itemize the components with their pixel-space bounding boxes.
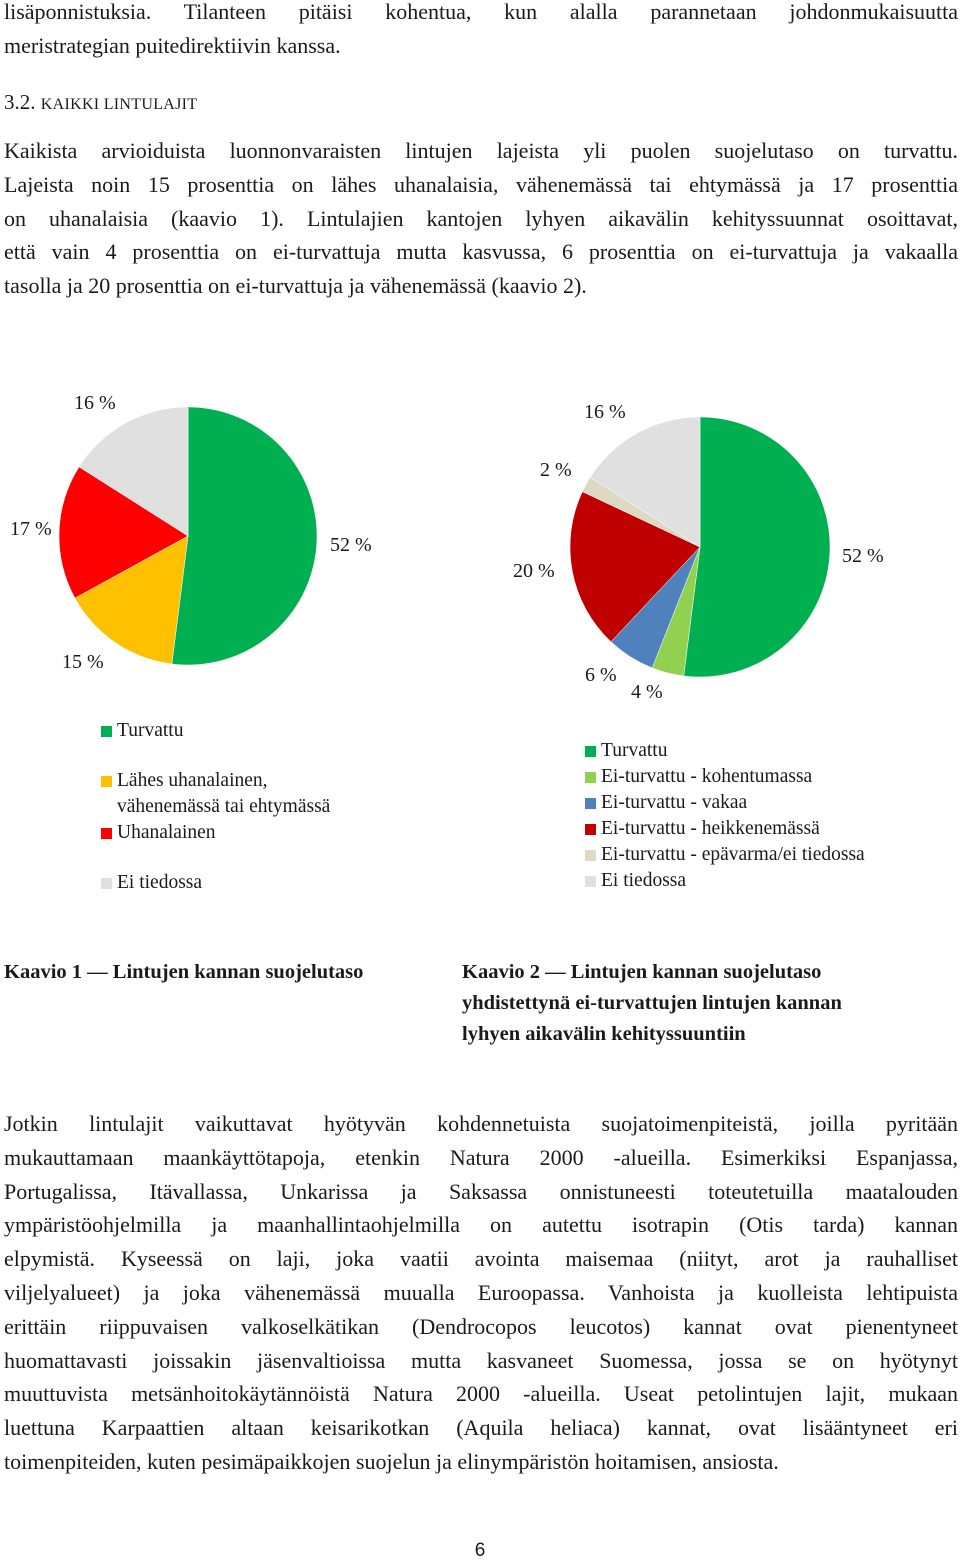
pie1-label-lahes-uhanalainen: 15 % (62, 651, 104, 673)
paragraph-line: elpymistä. Kyseessä on laji, joka vaatii avointa maisemaa (niityt, arot ja rauhalliset (4, 1246, 958, 1272)
pie2-label-heikkenemassa: 20 % (513, 560, 555, 582)
legend-swatch (585, 798, 596, 809)
paragraph-suojatoimenpiteet (4, 1107, 958, 1479)
section-number: 3.2. (4, 90, 36, 114)
pie-slice-turvattu (684, 417, 830, 677)
section-heading (4, 90, 197, 115)
legend-label: Ei-turvattu - heikkenemässä (601, 818, 820, 839)
legend-swatch (101, 828, 112, 839)
legend-label: Ei-turvattu - vakaa (601, 792, 748, 813)
paragraph-line: Jotkin lintulajit vaikuttavat hyötyvän kohdennetuista suojatoimenpiteistä, joilla pyritään (4, 1111, 958, 1136)
legend-item (101, 820, 330, 846)
legend-swatch (585, 772, 596, 783)
legend-label: Lähes uhanalainen, (117, 770, 268, 791)
paragraph-line: mukauttamaan maankäyttötapoja, etenkin Natura 2000 -alueilla. Esimerkiksi Espanjassa, (4, 1144, 958, 1170)
pie1-label-ei-tiedossa: 16 % (74, 392, 116, 414)
pie1-legend (101, 718, 330, 896)
paragraph-line: Lajeista noin 15 prosenttia on lähes uhanalaisia, vähenemässä tai ehtymässä ja 17 prosenttia (4, 171, 958, 197)
pie2-legend (585, 738, 865, 894)
legend-label: Ei tiedossa (117, 872, 203, 893)
legend-swatch (585, 824, 596, 835)
caption-kaavio-1: Kaavio 1 — Lintujen kannan suojelutaso (4, 961, 364, 983)
legend-label: Uhanalainen (117, 822, 216, 843)
legend-item (585, 868, 865, 894)
legend-swatch (101, 878, 112, 889)
caption-kaavio-2 (462, 957, 842, 1050)
pie2-label-turvattu: 52 % (842, 545, 884, 567)
paragraph-line: Portugalissa, Itävallassa, Unkarissa ja Saksassa onnistuneesti toteutetuilla maatalouden (4, 1178, 958, 1204)
paragraph-line: huomattavasti joissakin jäsenvaltioissa mutta kasvaneet Suomessa, jossa se on hyötynyt (4, 1347, 958, 1373)
paragraph-line: toimenpiteiden, kuten pesimäpaikkojen suojelun ja elinympäristön hoitamisen, ansiosta. (4, 1448, 779, 1474)
pie1-label-turvattu: 52 % (330, 534, 372, 556)
legend-label: Turvattu (117, 720, 184, 741)
page-number: 6 (474, 1540, 486, 1561)
legend-item (101, 870, 330, 896)
paragraph-line: meristrategian puitedirektiivin kanssa. (4, 32, 341, 58)
legend-item (585, 842, 865, 868)
pie2-label-ei-tiedossa: 16 % (584, 401, 626, 423)
pie-chart-kaavio-2 (569, 416, 831, 678)
paragraph-line: erittäin riippuvaisen valkoselkätikan (Dendrocopos leucotos) kannat ovat pienentyneet (4, 1313, 958, 1339)
legend-label: vähenemässä tai ehtymässä (117, 796, 331, 817)
legend-item-continuation (101, 794, 330, 820)
paragraph-line: lisäponnistuksia. Tilanteen pitäisi kohentua, kun alalla parannetaan johdonmukaisuutta (4, 0, 958, 24)
legend-label: Ei tiedossa (601, 870, 687, 891)
legend-item (585, 764, 865, 790)
legend-label: Turvattu (601, 740, 668, 761)
caption-line: Kaavio 2 — Lintujen kannan suojelutaso (462, 961, 822, 983)
paragraph-line: luettuna Karpaattien altaan keisarikotkan (Aquila heliaca) kannat, ovat lisääntyneet eri (4, 1415, 958, 1441)
legend-swatch (101, 776, 112, 787)
paragraph-line: ympäristöohjelmilla ja maanhallintaohjelmilla on autettu isotrapin (Otis tarda) kannan (4, 1212, 958, 1238)
pie1-label-uhanalainen: 17 % (10, 518, 52, 540)
pie2-label-epavarma: 2 % (540, 459, 572, 481)
legend-label: Ei-turvattu - kohentumassa (601, 766, 813, 787)
caption-line: yhdistettynä ei-turvattujen lintujen kannan (462, 992, 842, 1014)
legend-item (585, 816, 865, 842)
pie-slice-turvattu (172, 407, 317, 665)
legend-item (101, 768, 330, 794)
pie2-label-kohentumassa: 4 % (631, 681, 663, 703)
paragraph-line: muuttuvista metsänhoitokäytännöistä Natura 2000 -alueilla. Useat petolintujen lajit, mukaan (4, 1381, 958, 1407)
legend-swatch (585, 746, 596, 757)
paragraph-line: viljelyalueet) ja joka vähenemässä muualla Euroopassa. Vanhoista ja kuolleista lehtipuista (4, 1279, 958, 1305)
legend-label: Ei-turvattu - epävarma/ei tiedossa (601, 844, 865, 865)
paragraph-line: tasolla ja 20 prosenttia on ei-turvattuja ja vähenemässä (kaavio 2). (4, 273, 587, 299)
paragraph-line: Kaikista arvioiduista luonnonvaraisten lintujen lajeista yli puolen suojelutaso on turvattu. (4, 138, 958, 163)
legend-item (101, 718, 330, 744)
intro-paragraph (4, 0, 958, 63)
paragraph-kaikki-lintulajit (4, 134, 958, 303)
legend-swatch (585, 850, 596, 861)
caption-line: lyhyen aikavälin kehityssuuntiin (462, 1023, 746, 1045)
paragraph-line: on uhanalaisia (kaavio 1). Lintulajien kantojen lyhyen aikavälin kehityssuunnat osoittavat, (4, 205, 958, 231)
section-title: KAIKKI LINTULAJIT (40, 96, 198, 113)
legend-swatch (101, 726, 112, 737)
legend-item (585, 790, 865, 816)
paragraph-line: että vain 4 prosenttia on ei-turvattuja mutta kasvussa, 6 prosenttia on ei-turvattuja ja vakaalla (4, 239, 958, 265)
pie-chart-kaavio-1 (58, 406, 318, 666)
legend-swatch (585, 876, 596, 887)
legend-item (585, 738, 865, 764)
pie2-label-vakaa: 6 % (585, 664, 617, 686)
